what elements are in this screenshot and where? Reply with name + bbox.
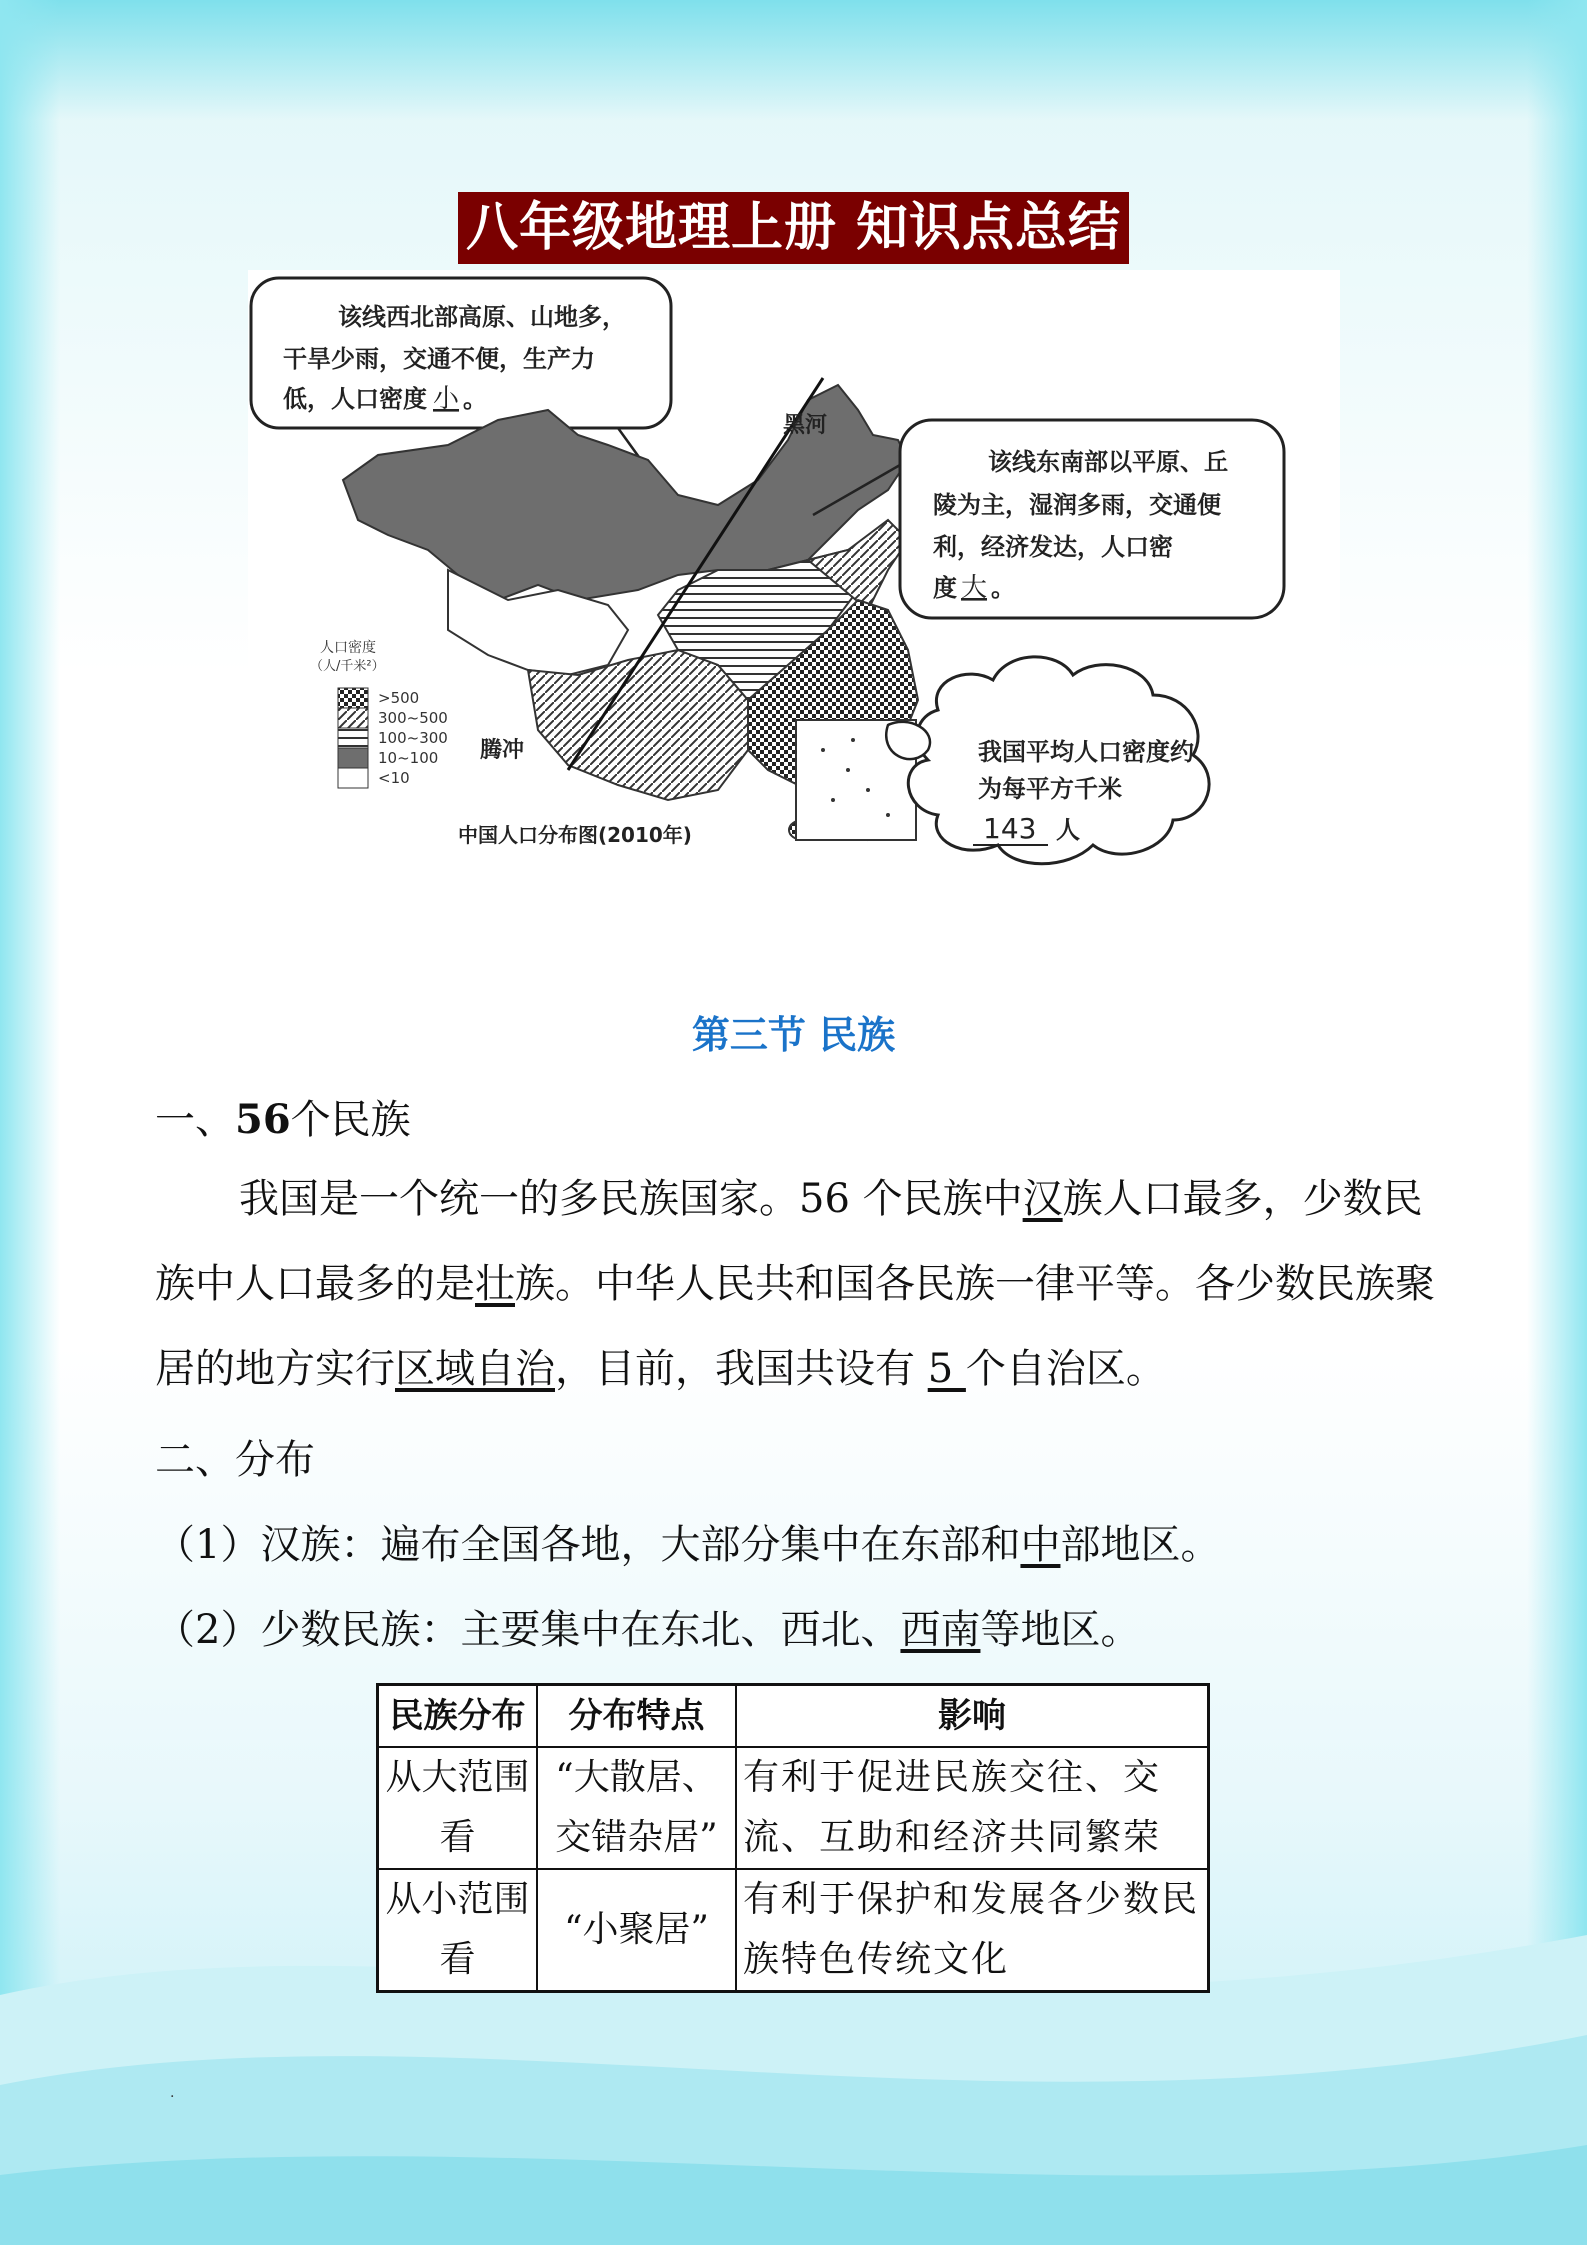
table-cell: “小聚居” [537,1869,736,1992]
page-title: 八年级地理上册 知识点总结 [458,192,1129,264]
population-map-figure [248,270,1340,892]
svg-text:度大。 [933,573,1015,603]
heading-number: 56 [235,1096,291,1143]
item-minority-distribution [155,1598,1140,1655]
callout-nw-answer: 小 [433,384,460,414]
heading-prefix: 一、 [155,1097,235,1143]
paragraph-ethnic-overview [155,1157,1435,1412]
footer-dot: . [170,2085,175,2101]
callout-nw-end: 。 [463,385,488,413]
table-header-cell: 影响 [736,1685,1209,1748]
answer-zhuang: 壮 [475,1261,515,1307]
para-text-a: 我国是一个统一的多民族国家。56 个民族中 [239,1176,1023,1222]
callout-se-line2: 陵为主，湿润多雨，交通便 [933,491,1221,519]
cloud-line2: 为每平方千米 [978,775,1122,803]
legend-item-5: <10 [378,769,410,787]
answer-five: 5 [927,1346,966,1392]
table-cell: 从大范围看 [378,1747,538,1869]
para-text-c: 族。中华人民共和国各民族一律平等。各少数民族聚居的地方实行 [155,1261,1435,1392]
para-text-d: ，目前，我国共设有 [555,1346,928,1392]
label-tengchong: 腾冲 [480,738,525,763]
answer-regional-autonomy: 区域自治 [395,1346,555,1392]
answer-southwest: 西南 [900,1607,981,1653]
svg-text:低，人口密度小。 [283,384,487,414]
para-text-b: 族人口最多，少数民族中人口最多的是 [155,1176,1423,1307]
table-row [378,1747,1209,1869]
legend-unit: （人/千米²） [310,659,385,674]
callout-se-end: 。 [991,574,1016,602]
label-heihe: 黑河 [783,413,828,438]
item1-text-a: （1）汉族：遍布全国各地，大部分集中在东部和 [155,1522,1021,1568]
table-cell: 有利于促进民族交往、交流、互助和经济共同繁荣 [736,1747,1209,1869]
background-top-band [0,0,1587,120]
item2-text-b: 等地区。 [980,1607,1141,1653]
item1-text-b: 部地区。 [1060,1522,1221,1568]
table-cell: 从小范围看 [378,1869,538,1992]
section-title: 第三节 民族 [691,1013,896,1057]
item2-text-a: （2）少数民族：主要集中在东北、西北、 [155,1607,901,1653]
callout-se-line4: 度 [933,574,957,602]
table-row [378,1869,1209,1992]
china-map [343,378,960,840]
callout-cloud [886,657,1209,864]
answer-central: 中 [1020,1522,1061,1568]
table-header-row [378,1685,1209,1748]
table-cell: “大散居、交错杂居” [537,1747,736,1869]
item-han-distribution [155,1513,1220,1570]
callout-nw-line1: 该线西北部高原、山地多， [338,303,626,331]
map-legend [310,639,448,788]
map-caption: 中国人口分布图(2010年) [458,823,692,847]
callout-se-line3: 利，经济发达，人口密 [933,533,1173,561]
table-header-cell: 民族分布 [378,1685,538,1748]
legend-item-1: >500 [378,689,420,707]
table-header-cell: 分布特点 [537,1685,736,1748]
callout-se-answer: 大 [961,573,988,603]
para-text-e: 个自治区。 [965,1346,1166,1392]
ethnic-distribution-table [376,1683,1210,1993]
cloud-answer: 143 [983,812,1037,845]
heading-56-ethnic-groups [155,1088,411,1145]
answer-han: 汉 [1022,1176,1063,1222]
legend-item-4: 10~100 [378,749,439,767]
cloud-line1: 我国平均人口密度约 [978,738,1194,766]
heading-distribution: 二、分布 [155,1437,315,1483]
callout-se-line1: 该线东南部以平原、丘 [988,448,1228,476]
table-cell: 有利于保护和发展各少数民族特色传统文化 [736,1869,1209,1992]
legend-item-2: 300~500 [378,709,448,727]
callout-nw-line2: 干旱少雨，交通不便，生产力 [283,345,595,373]
callout-nw-line3: 低，人口密度 [283,385,427,413]
legend-item-3: 100~300 [378,729,448,747]
legend-title: 人口密度 [320,640,376,656]
heading-suffix: 个民族 [290,1097,411,1143]
cloud-unit: 人 [1056,816,1080,844]
